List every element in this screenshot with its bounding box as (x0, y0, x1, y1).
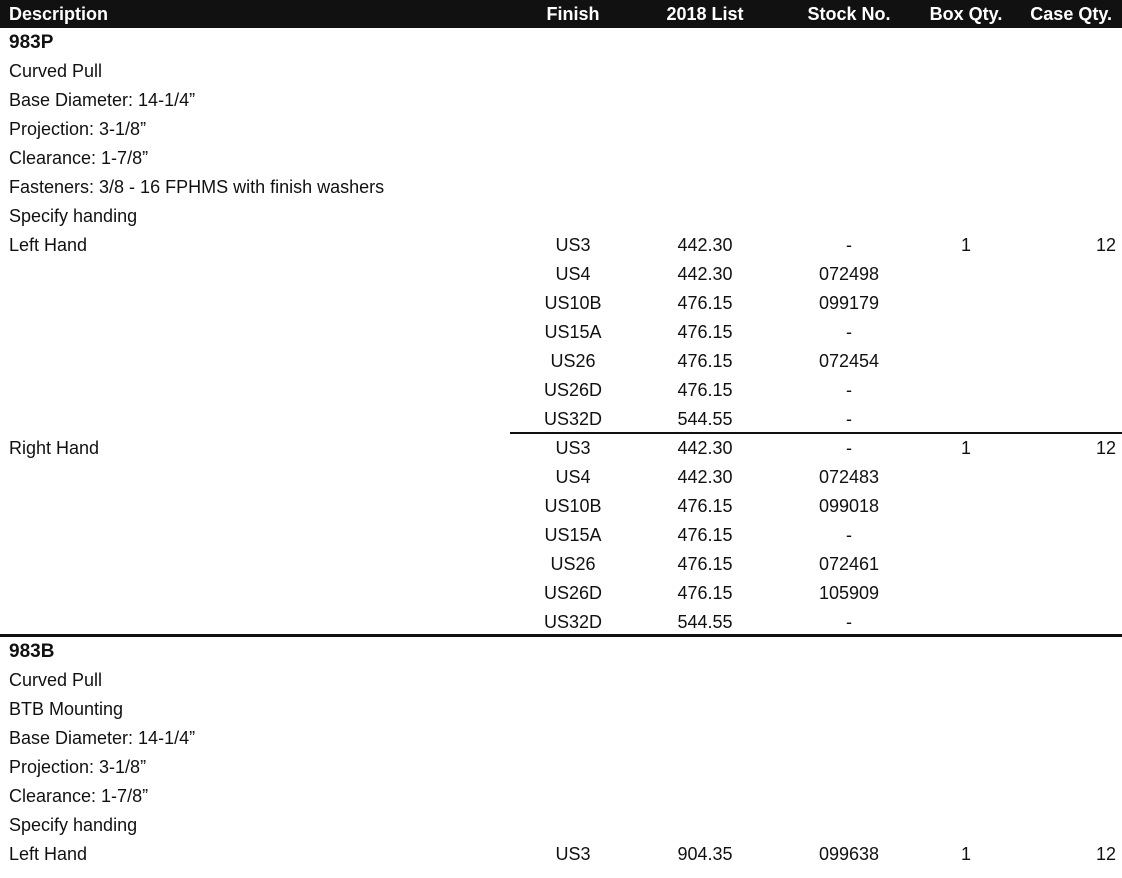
table-row (0, 376, 1122, 405)
stock-number: 105909 (818, 583, 880, 603)
product-detail: Clearance: 1-7/8” (9, 148, 149, 168)
product-detail-row (0, 811, 1122, 840)
table-body (0, 28, 1122, 869)
finish-code: US26 (550, 351, 596, 371)
stock-number: 099638 (818, 844, 880, 864)
product-title-row (0, 637, 1122, 666)
list-price: 442.30 (677, 467, 733, 487)
finish-code: US10B (544, 496, 602, 516)
finish-code: US32D (543, 612, 603, 632)
finish-code: US3 (555, 235, 591, 255)
handing-label: Left Hand (9, 844, 88, 864)
table-row (0, 231, 1122, 260)
table-row (0, 405, 1122, 434)
finish-code: US26D (543, 583, 603, 603)
product-detail-row (0, 144, 1122, 173)
list-price: 442.30 (677, 235, 733, 255)
list-price: 904.35 (677, 844, 733, 864)
stock-number: - (846, 612, 852, 632)
table-header (0, 0, 1122, 28)
product-detail-row (0, 57, 1122, 86)
product-detail: Clearance: 1-7/8” (9, 786, 149, 806)
finish-code: US15A (544, 322, 602, 342)
finish-code: US15A (544, 525, 602, 545)
list-price: 476.15 (677, 380, 733, 400)
product-detail-row (0, 202, 1122, 231)
product-detail: Projection: 3-1/8” (9, 757, 147, 777)
list-price: 476.15 (677, 525, 733, 545)
product-detail-row (0, 724, 1122, 753)
stock-number: 072454 (818, 351, 880, 371)
product-detail-row (0, 666, 1122, 695)
table-row (0, 492, 1122, 521)
header-case-qty: Case Qty. (1030, 4, 1112, 24)
product-detail-row (0, 86, 1122, 115)
product-number: 983B (9, 641, 55, 662)
product-title-row (0, 28, 1122, 57)
table-row (0, 608, 1122, 637)
product-detail: BTB Mounting (9, 699, 124, 719)
handing-label: Right Hand (9, 438, 100, 458)
table-row (0, 434, 1122, 463)
table-row (0, 521, 1122, 550)
stock-number: - (846, 409, 852, 429)
product-detail: Specify handing (9, 815, 138, 835)
list-price: 476.15 (677, 583, 733, 603)
stock-number: - (846, 322, 852, 342)
stock-number: - (846, 438, 852, 458)
stock-number: 072483 (818, 467, 880, 487)
list-price: 476.15 (677, 554, 733, 574)
stock-number: 099018 (818, 496, 880, 516)
product-detail-row (0, 115, 1122, 144)
handing-label: Left Hand (9, 235, 88, 255)
list-price: 442.30 (677, 264, 733, 284)
table-row (0, 347, 1122, 376)
finish-code: US32D (543, 409, 603, 429)
case-qty: 12 (1095, 438, 1116, 458)
product-detail: Fasteners: 3/8 - 16 FPHMS with finish washers (9, 177, 385, 197)
list-price: 544.55 (677, 612, 733, 632)
finish-code: US3 (555, 844, 591, 864)
table-row (0, 463, 1122, 492)
header-stock-no: Stock No. (807, 4, 891, 24)
list-price: 442.30 (677, 438, 733, 458)
list-price: 476.15 (677, 496, 733, 516)
product-detail: Curved Pull (9, 61, 103, 81)
stock-number: - (846, 380, 852, 400)
stock-number: 072461 (818, 554, 880, 574)
stock-number: - (846, 235, 852, 255)
header-description: Description (9, 4, 109, 24)
product-detail: Base Diameter: 14-1/4” (9, 728, 196, 748)
table-row (0, 840, 1122, 869)
product-number: 983P (9, 32, 54, 53)
finish-code: US26 (550, 554, 596, 574)
box-qty: 1 (960, 235, 971, 255)
list-price: 476.15 (677, 351, 733, 371)
header-box-qty: Box Qty. (929, 4, 1003, 24)
table-row (0, 289, 1122, 318)
finish-code: US26D (543, 380, 603, 400)
box-qty: 1 (960, 438, 971, 458)
product-detail: Projection: 3-1/8” (9, 119, 147, 139)
product-detail: Specify handing (9, 206, 138, 226)
product-detail-row (0, 782, 1122, 811)
table-row (0, 260, 1122, 289)
table-row (0, 579, 1122, 608)
table-row (0, 550, 1122, 579)
stock-number: 072498 (818, 264, 880, 284)
product-detail-row (0, 695, 1122, 724)
stock-number: - (846, 525, 852, 545)
stock-number: 099179 (818, 293, 880, 313)
product-detail: Curved Pull (9, 670, 103, 690)
product-detail-row (0, 173, 1122, 202)
product-detail-row (0, 753, 1122, 782)
list-price: 544.55 (677, 409, 733, 429)
finish-code: US4 (555, 264, 591, 284)
finish-code: US4 (555, 467, 591, 487)
box-qty: 1 (960, 844, 971, 864)
header-list-price: 2018 List (666, 4, 744, 24)
list-price: 476.15 (677, 322, 733, 342)
case-qty: 12 (1095, 844, 1116, 864)
table-row (0, 318, 1122, 347)
finish-code: US10B (544, 293, 602, 313)
case-qty: 12 (1095, 235, 1116, 255)
list-price: 476.15 (677, 293, 733, 313)
product-detail: Base Diameter: 14-1/4” (9, 90, 196, 110)
finish-code: US3 (555, 438, 591, 458)
header-finish: Finish (546, 4, 600, 24)
